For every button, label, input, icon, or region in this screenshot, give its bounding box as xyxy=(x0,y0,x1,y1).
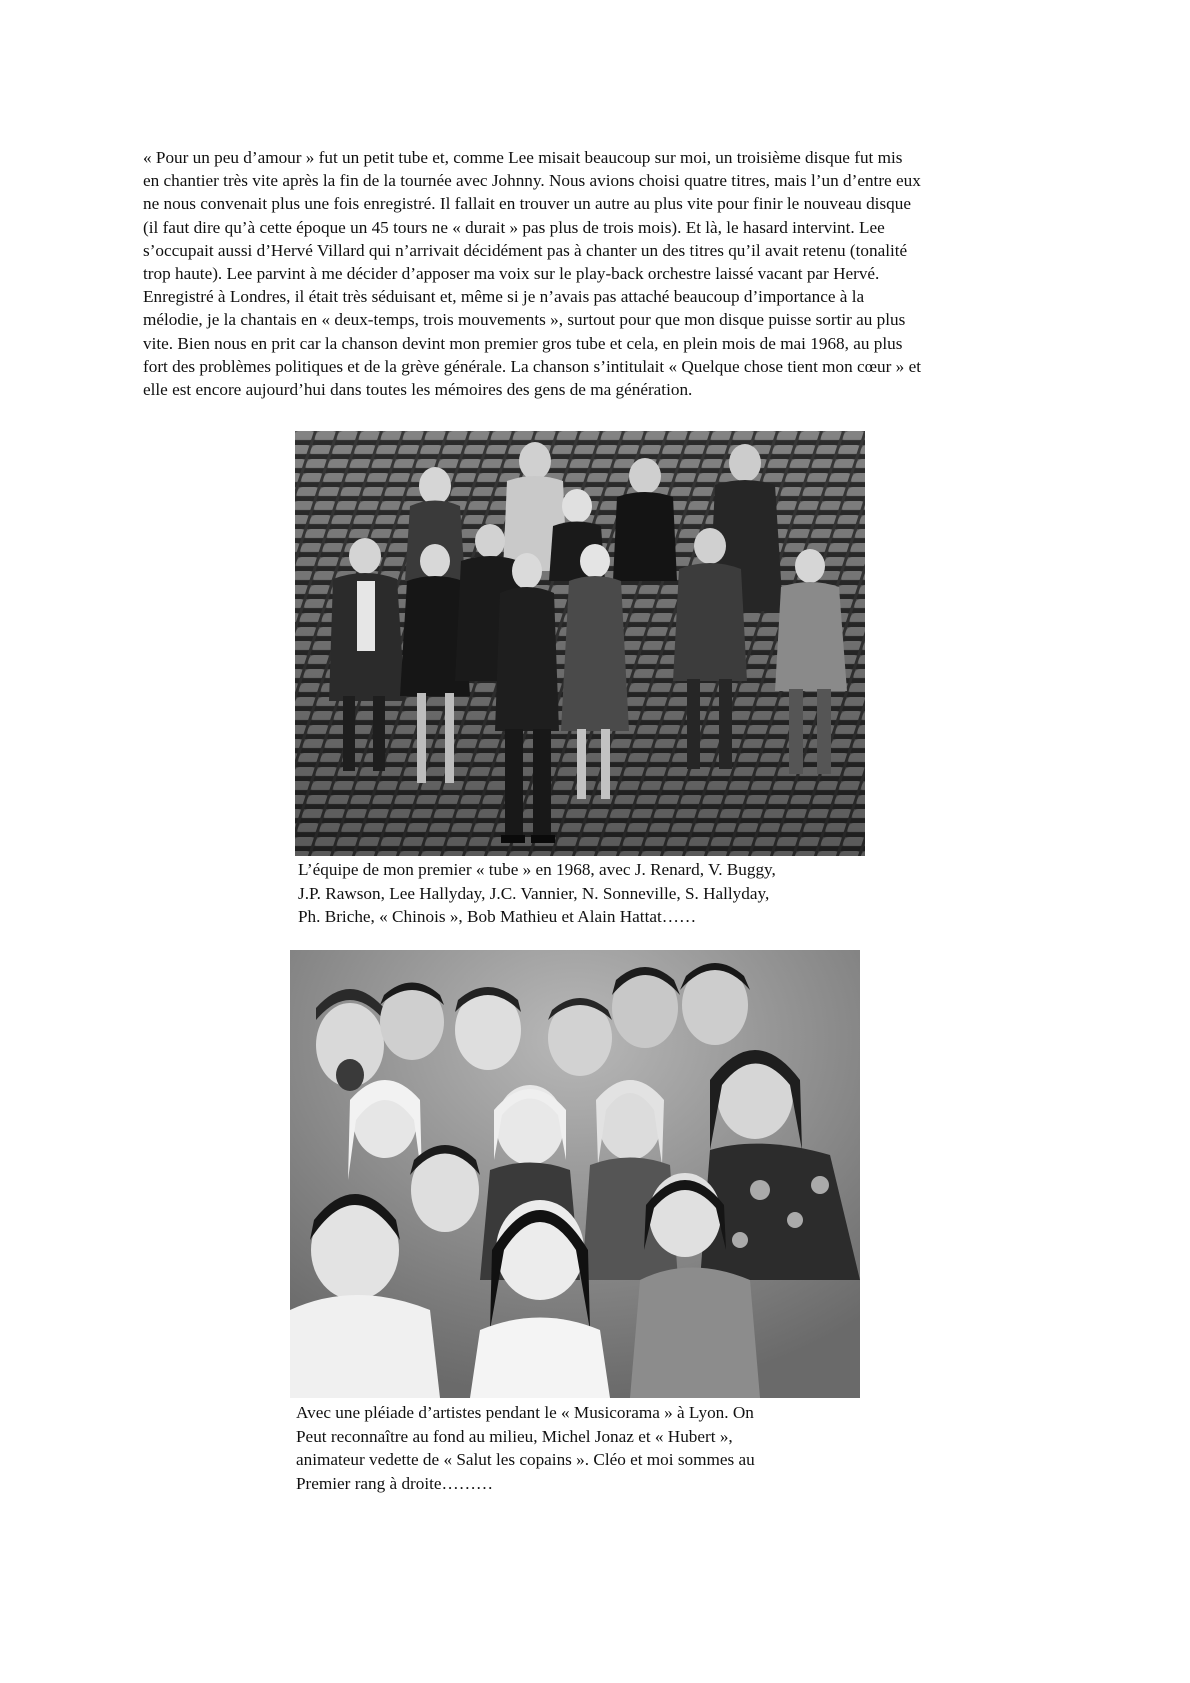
caption-line: Premier rang à droite……… xyxy=(296,1473,494,1493)
paragraph-line: mélodie, je la chantais en « deux-temps, trois mouvements », surtout pour que mon disque puisse sortir au plus xyxy=(143,310,906,330)
paragraph-line: trop haute). Lee parvint à me décider d’apposer ma voix sur le play-back orchestre laissé vacant par Hervé. xyxy=(143,264,880,284)
musicorama-group-photo xyxy=(290,950,860,1398)
paragraph-line: ne nous convenait plus une fois enregistré. Il fallait en trouver un autre au plus vite pour finir le nouveau disque xyxy=(143,194,911,214)
paragraph-line: elle est encore aujourd’hui dans toutes les mémoires des gens de ma génération. xyxy=(143,380,693,400)
paragraph-line: vite. Bien nous en prit car la chanson devint mon premier gros tube et cela, en plein mois de mai 1968, au plus xyxy=(143,333,903,353)
paragraph-line: en chantier très vite après la fin de la tournée avec Johnny. Nous avions choisi quatre titres, mais l’un d’entre eux xyxy=(143,171,921,191)
caption-line: Avec une pléiade d’artistes pendant le « Musicorama » à Lyon. On xyxy=(296,1403,754,1422)
caption-line: animateur vedette de « Salut les copains ». Cléo et moi sommes au xyxy=(296,1450,755,1470)
paragraph-line: fort des problèmes politiques et de la grève générale. La chanson s’intitulait « Quelque chose tient mon cœur » et xyxy=(143,356,921,376)
caption-line: Ph. Briche, « Chinois », Bob Mathieu et Alain Hattat…… xyxy=(298,907,697,927)
roof-group-photo-image xyxy=(295,431,865,856)
article-paragraph xyxy=(143,146,1063,401)
roof-group-photo xyxy=(295,431,865,856)
roof-photo-caption xyxy=(298,858,898,929)
paragraph-line: (il faut dire qu’à cette époque un 45 tours ne « durait » pas plus de trois mois). Et là, le hasard intervint. Lee xyxy=(143,217,885,237)
paragraph-line: « Pour un peu d’amour » fut un petit tube et, comme Lee misait beaucoup sur moi, un troisième disque fut mis xyxy=(143,148,903,167)
caption-line: L’équipe de mon premier « tube » en 1968, avec J. Renard, V. Buggy, xyxy=(298,860,776,879)
paragraph-line: s’occupait aussi d’Hervé Villard qui n’arrivait décidément pas à chanter un des titres qu’il avait retenu (tonalité xyxy=(143,240,908,260)
caption-line: J.P. Rawson, Lee Hallyday, J.C. Vannier, N. Sonneville, S. Hallyday, xyxy=(298,883,770,903)
paragraph-line: Enregistré à Londres, il était très séduisant et, même si je n’avais pas attaché beaucoup d’importance à la xyxy=(143,287,865,307)
musicorama-photo-caption xyxy=(296,1401,896,1495)
musicorama-group-photo-image xyxy=(290,950,860,1398)
caption-line: Peut reconnaître au fond au milieu, Michel Jonaz et « Hubert », xyxy=(296,1426,733,1446)
